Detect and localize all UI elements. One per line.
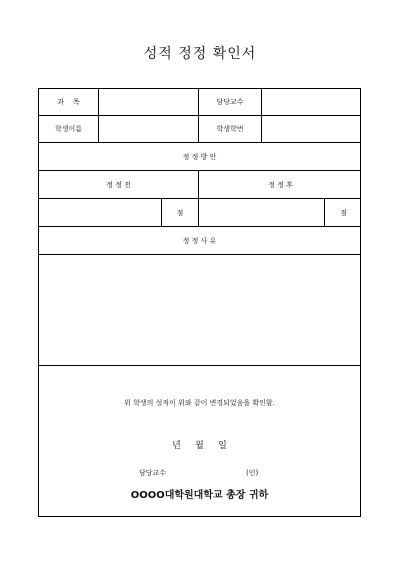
student-name-input[interactable] bbox=[99, 116, 199, 142]
seal-label: (인) bbox=[246, 469, 259, 477]
correction-method-label: 정 정 방 안 bbox=[182, 152, 217, 161]
professor-sign-label: 담당교수 bbox=[139, 469, 167, 477]
correction-method-row bbox=[39, 143, 360, 171]
subject-row bbox=[39, 89, 360, 116]
student-row bbox=[39, 116, 360, 143]
after-label: 정 정 후 bbox=[268, 180, 293, 189]
reason-input[interactable] bbox=[39, 255, 360, 366]
student-id-input[interactable] bbox=[262, 116, 362, 142]
addressee: OOOO대학원대학교 총장 귀하 bbox=[130, 490, 269, 501]
professor-label: 담당교수 bbox=[199, 89, 262, 115]
confirmation-form bbox=[38, 88, 361, 517]
confirmation-statement: 위 학생의 성적이 위와 같이 변경되었음을 확인함. bbox=[124, 399, 275, 407]
score-row bbox=[39, 199, 360, 227]
page-title: 성적 정정 확인서 bbox=[143, 46, 257, 62]
before-label: 정 정 전 bbox=[39, 171, 199, 198]
reason-label: 정 정 사 유 bbox=[182, 236, 217, 245]
after-score-input[interactable] bbox=[199, 199, 325, 226]
student-id-label: 학생학번 bbox=[199, 116, 262, 142]
student-name-label: 학생이름 bbox=[39, 116, 99, 142]
professor-input[interactable] bbox=[262, 89, 362, 115]
before-score-unit: 점 bbox=[162, 199, 199, 226]
reason-header-row bbox=[39, 227, 360, 255]
date-line: 년 월 일 bbox=[172, 441, 227, 451]
before-after-header-row bbox=[39, 171, 360, 199]
subject-input[interactable] bbox=[99, 89, 199, 115]
confirmation-section bbox=[39, 366, 360, 516]
after-score-unit: 점 bbox=[340, 208, 347, 217]
before-score-input[interactable] bbox=[39, 199, 162, 226]
subject-label: 과 목 bbox=[39, 89, 99, 115]
